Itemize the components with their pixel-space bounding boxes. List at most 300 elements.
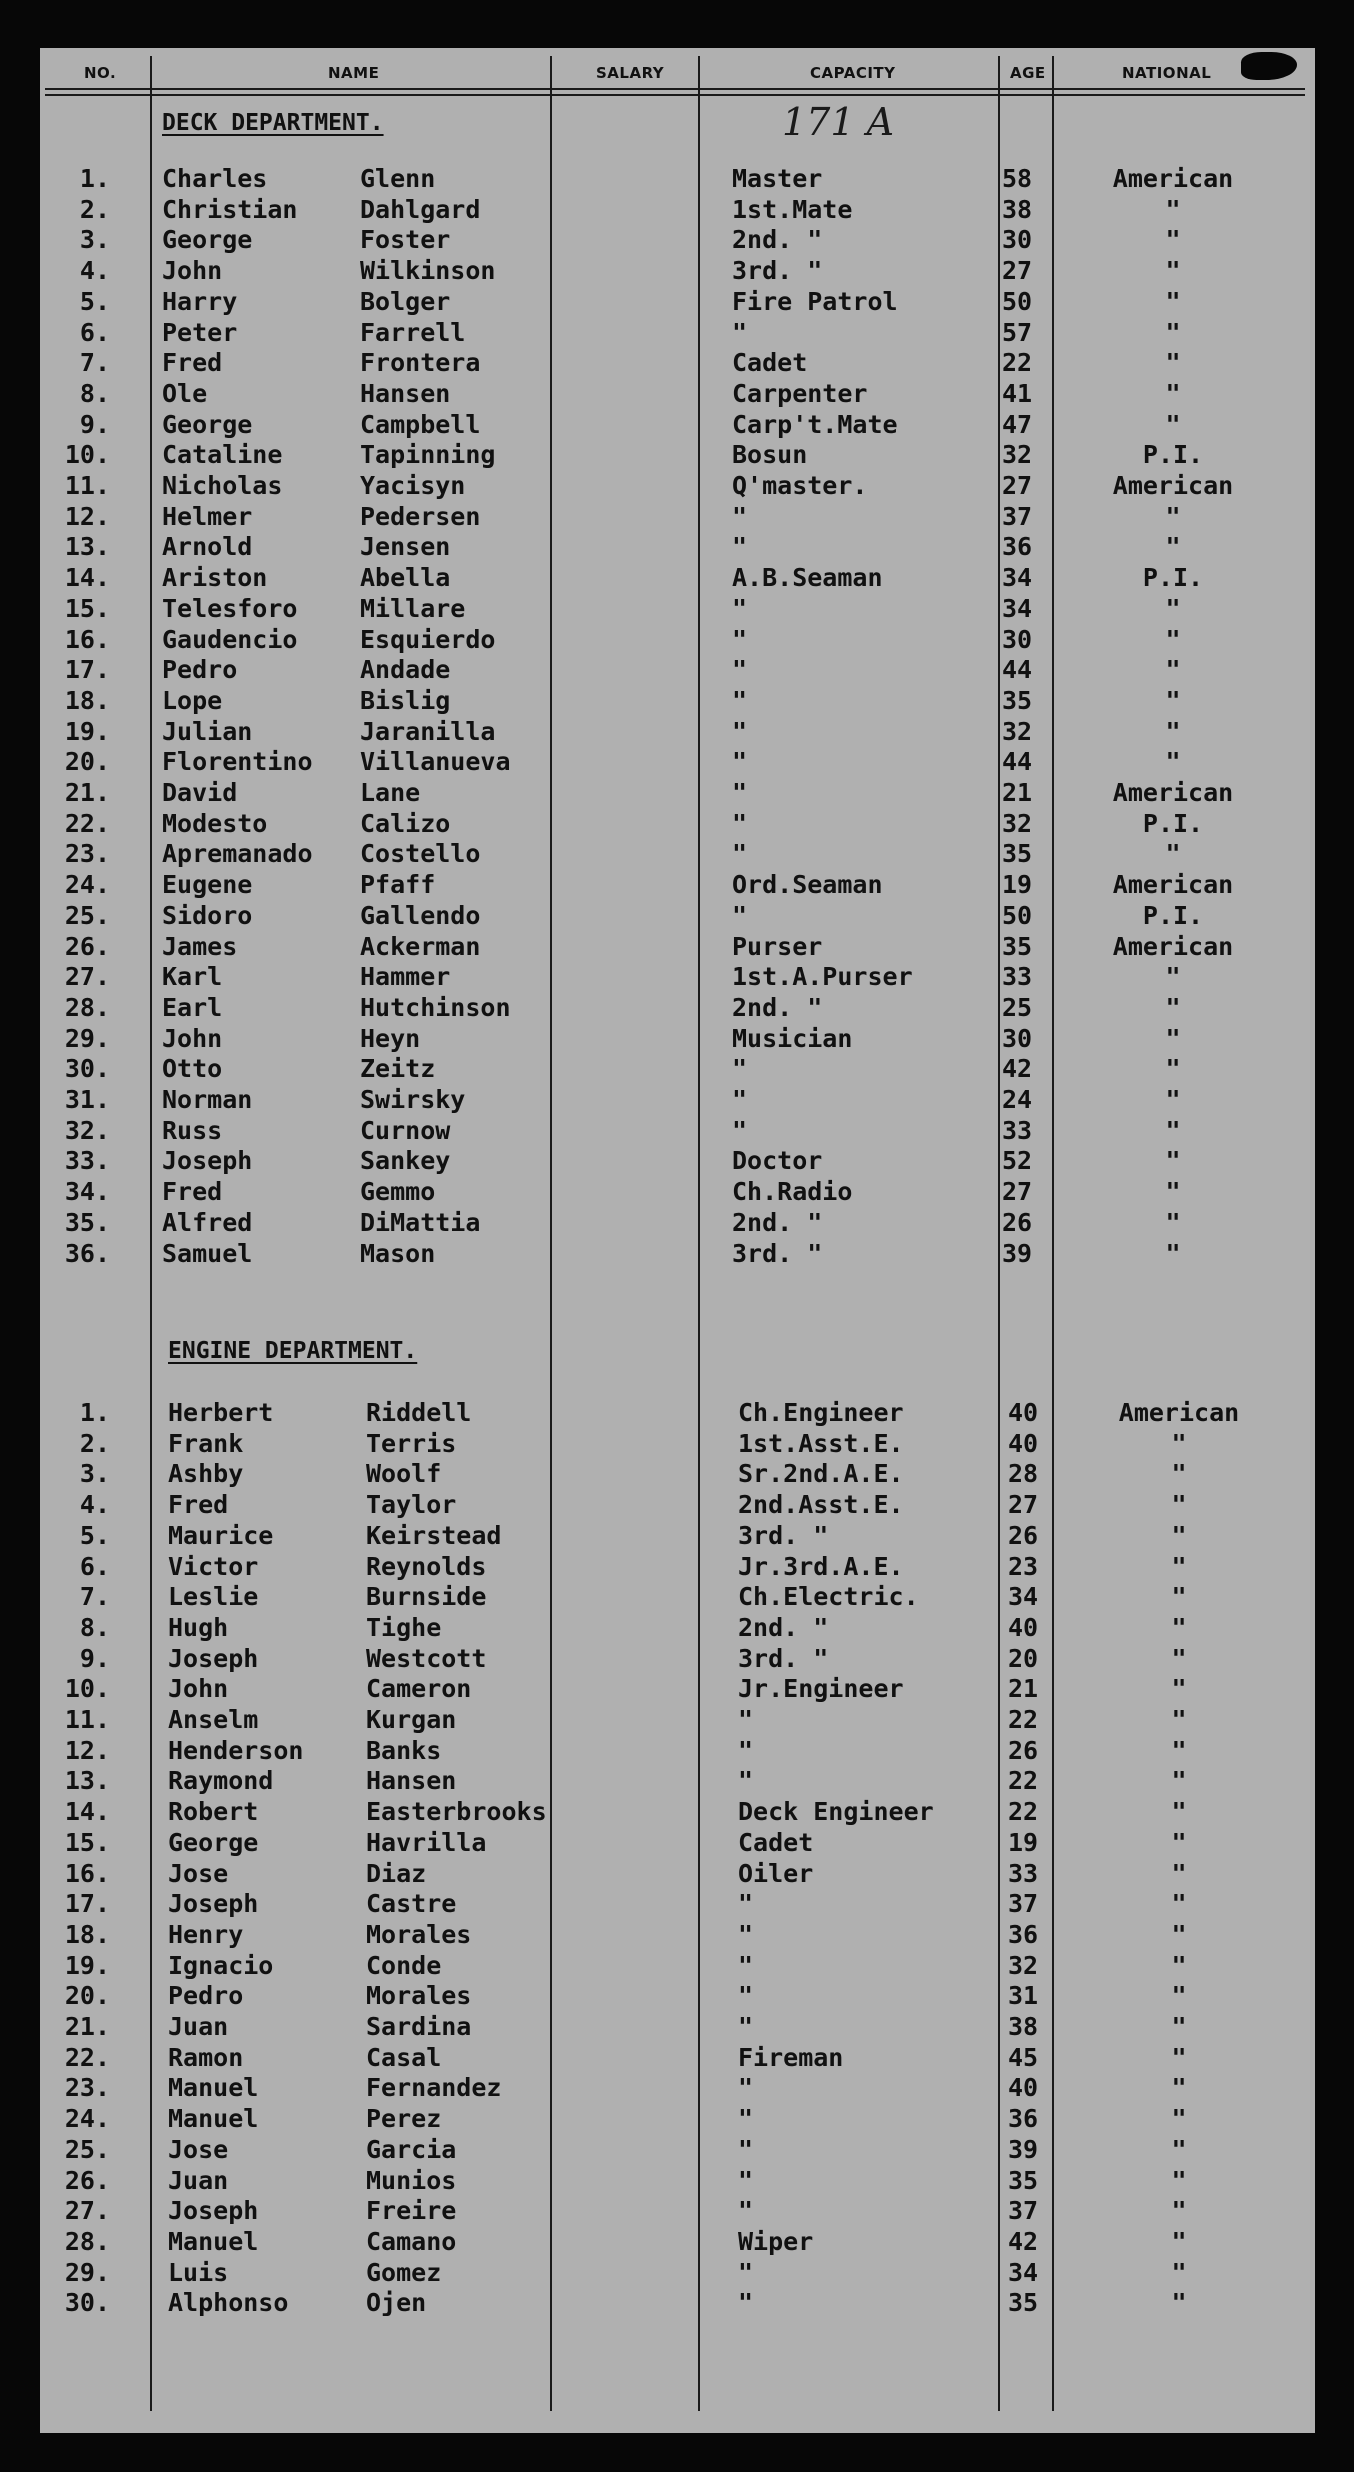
crew-row [40,195,1315,225]
crew-capacity: 2nd. " [738,1612,829,1642]
crew-row [40,1736,1315,1766]
crew-number: 13. [64,532,110,562]
crew-capacity: 2nd.Asst.E. [738,1490,904,1520]
crew-number: 7. [79,1582,110,1612]
crew-row [40,1797,1315,1827]
crew-capacity: 3rd. " [738,1520,829,1550]
crew-first-name: Joseph [168,1889,259,1919]
crew-number: 5. [79,1520,110,1550]
header-no: NO. [84,64,117,82]
crew-age: 20 [1008,1643,1039,1673]
crew-number: 32. [64,1115,110,1145]
crew-capacity: " [738,2104,754,2134]
crew-capacity: 1st.Asst.E. [738,1428,904,1458]
crew-first-name: Julian [162,716,253,746]
crew-nationality: " [1171,2257,1187,2287]
crew-first-name: Norman [162,1085,253,1114]
crew-number: 22. [64,2042,110,2072]
crew-age: 37 [1008,1889,1039,1919]
crew-age: 26 [1002,1207,1033,1237]
crew-number: 2. [79,1428,110,1458]
crew-last-name: Costello [360,839,481,869]
crew-row [40,1828,1315,1858]
crew-last-name: Yacisyn [360,471,466,500]
crew-row [40,348,1315,378]
crew-number: 26. [64,931,110,961]
crew-nationality: " [1171,2196,1187,2226]
crew-first-name: John [168,1674,229,1704]
crew-capacity: Fire Patrol [732,286,898,316]
crew-capacity: Cadet [738,1827,814,1857]
crew-first-name: John [162,256,223,286]
crew-first-name: Ashby [168,1459,244,1489]
crew-first-name: Cataline [162,440,283,470]
crew-age: 33 [1002,962,1033,992]
crew-age: 40 [1008,1428,1039,1458]
crew-last-name: Jaranilla [360,716,496,746]
crew-row [40,809,1315,839]
crew-number: 4. [79,256,110,286]
crew-last-name: Sardina [366,2012,472,2041]
crew-age: 36 [1008,1919,1039,1949]
crew-number: 19. [64,1950,110,1980]
crew-age: 44 [1002,655,1033,685]
crew-first-name: Lope [162,685,223,715]
crew-first-name: Maurice [168,1520,274,1550]
crew-row [40,2104,1315,2134]
crew-row [40,1674,1315,1704]
crew-capacity: Jr.3rd.A.E. [738,1551,904,1581]
crew-nationality: " [1165,225,1181,255]
crew-first-name: Modesto [162,808,268,838]
crew-last-name: Swirsky [360,1085,466,1114]
crew-capacity: Fireman [738,2042,844,2072]
crew-first-name: Gaudencio [162,624,298,654]
crew-last-name: Westcott [366,1643,487,1673]
crew-last-name: Campbell [360,409,481,439]
crew-number: 27. [64,962,110,992]
crew-number: 14. [64,1797,110,1827]
crew-nationality: " [1171,2134,1187,2164]
crew-nationality: " [1165,378,1181,408]
crew-first-name: Fred [168,1490,229,1520]
crew-row [40,1981,1315,2011]
crew-row [40,1859,1315,1889]
crew-row [40,318,1315,348]
crew-last-name: Munios [366,2165,457,2195]
crew-number: 5. [79,286,110,316]
crew-age: 25 [1002,992,1033,1022]
crew-nationality: " [1165,685,1181,715]
crew-first-name: George [168,1827,259,1857]
crew-capacity: " [738,2196,754,2226]
crew-last-name: Diaz [366,1858,427,1888]
crew-first-name: George [162,409,253,439]
crew-nationality: American [1118,1398,1240,1427]
crew-capacity: " [732,593,748,623]
crew-nationality: " [1165,286,1181,316]
crew-number: 20. [64,1981,110,2011]
header-rule-lower [45,94,1305,96]
crew-number: 22. [64,808,110,838]
crew-nationality: " [1165,747,1181,777]
crew-number: 6. [79,1551,110,1581]
crew-last-name: Hutchinson [360,992,511,1022]
crew-row [40,256,1315,286]
header-rule [45,88,1305,90]
crew-number: 9. [79,409,110,439]
crew-row [40,901,1315,931]
crew-age: 32 [1002,440,1033,470]
header-name: NAME [328,64,380,82]
crew-number: 10. [64,1674,110,1704]
crew-age: 24 [1002,1085,1033,1114]
crew-capacity: Deck Engineer [738,1797,934,1827]
crew-last-name: Abella [360,563,451,593]
crew-number: 24. [64,870,110,900]
crew-first-name: Ariston [162,563,268,593]
crew-first-name: Ignacio [168,1950,274,1980]
crew-age: 30 [1002,225,1033,255]
crew-capacity: " [732,839,748,869]
crew-nationality: " [1165,716,1181,746]
crew-capacity: 3rd. " [738,1643,829,1673]
crew-first-name: Joseph [162,1146,253,1176]
crew-nationality: " [1171,1950,1187,1980]
crew-first-name: David [162,778,238,807]
crew-first-name: Florentino [162,747,313,777]
crew-age: 21 [1002,778,1033,807]
crew-nationality: American [1112,471,1234,500]
crew-row [40,1054,1315,1084]
crew-nationality: " [1165,532,1181,562]
crew-age: 33 [1008,1858,1039,1888]
crew-age: 35 [1008,2288,1039,2318]
crew-age: 38 [1008,2012,1039,2041]
crew-last-name: Morales [366,1981,472,2011]
crew-number: 20. [64,747,110,777]
crew-row [40,594,1315,624]
crew-last-name: Perez [366,2104,442,2134]
crew-capacity: Q'master. [732,471,868,500]
crew-capacity: 2nd. " [732,225,823,255]
crew-age: 35 [1002,685,1033,715]
crew-first-name: Fred [162,1177,223,1207]
crew-last-name: Taylor [366,1490,457,1520]
crew-age: 57 [1002,317,1033,347]
crew-last-name: Pedersen [360,501,481,531]
crew-last-name: Havrilla [366,1827,487,1857]
crew-capacity: " [738,2288,754,2318]
crew-nationality: " [1171,1735,1187,1765]
crew-nationality: " [1171,1428,1187,1458]
crew-capacity: " [738,1919,754,1949]
crew-first-name: Helmer [162,501,253,531]
crew-row [40,532,1315,562]
crew-number: 23. [64,839,110,869]
crew-capacity: Carpenter [732,378,868,408]
crew-nationality: " [1171,1705,1187,1734]
crew-age: 35 [1008,2165,1039,2195]
crew-number: 8. [79,378,110,408]
crew-row [40,1085,1315,1115]
crew-row [40,839,1315,869]
crew-number: 14. [64,563,110,593]
crew-age: 19 [1008,1827,1039,1857]
crew-age: 47 [1002,409,1033,439]
crew-first-name: Fred [162,348,223,378]
crew-row [40,1582,1315,1612]
crew-last-name: Heyn [360,1023,421,1053]
crew-capacity: Cadet [732,348,808,378]
crew-capacity: " [732,900,748,930]
crew-number: 31. [64,1085,110,1114]
crew-nationality: " [1165,962,1181,992]
crew-row [40,1920,1315,1950]
crew-age: 27 [1002,1177,1033,1207]
crew-first-name: Charles [162,164,268,193]
crew-nationality: " [1165,256,1181,286]
crew-row [40,2166,1315,2196]
crew-capacity: " [738,2165,754,2195]
crew-list-sheet [40,48,1315,2433]
crew-row [40,471,1315,501]
crew-row [40,2043,1315,2073]
crew-capacity: " [738,2012,754,2041]
crew-last-name: Castre [366,1889,457,1919]
crew-number: 12. [64,1735,110,1765]
crew-last-name: Bislig [360,685,451,715]
crew-nationality: " [1165,1177,1181,1207]
crew-nationality: " [1165,501,1181,531]
crew-capacity: " [732,1085,748,1114]
crew-nationality: " [1165,1115,1181,1145]
crew-number: 11. [64,471,110,500]
crew-first-name: Frank [168,1428,244,1458]
crew-row [40,1146,1315,1176]
crew-age: 36 [1008,2104,1039,2134]
crew-first-name: Henderson [168,1735,304,1765]
crew-nationality: P.I. [1142,563,1204,593]
crew-number: 17. [64,655,110,685]
crew-row [40,410,1315,440]
crew-age: 30 [1002,624,1033,654]
crew-nationality: " [1165,348,1181,378]
crew-row [40,717,1315,747]
crew-capacity: " [732,778,748,807]
crew-last-name: Conde [366,1950,442,1980]
crew-first-name: Raymond [168,1766,274,1796]
crew-row [40,655,1315,685]
crew-age: 22 [1008,1705,1039,1734]
crew-row [40,563,1315,593]
crew-last-name: Camano [366,2226,457,2256]
crew-row [40,1177,1315,1207]
crew-age: 40 [1008,1612,1039,1642]
crew-last-name: Calizo [360,808,451,838]
crew-age: 26 [1008,1735,1039,1765]
crew-row [40,1459,1315,1489]
crew-capacity: 3rd. " [732,1238,823,1268]
crew-first-name: Arnold [162,532,253,562]
crew-capacity: Ch.Radio [732,1177,853,1207]
crew-age: 39 [1002,1238,1033,1268]
crew-age: 33 [1002,1115,1033,1145]
crew-nationality: American [1112,778,1234,807]
crew-age: 44 [1002,747,1033,777]
crew-first-name: Alfred [162,1207,253,1237]
crew-age: 32 [1002,716,1033,746]
crew-last-name: Casal [366,2042,442,2072]
crew-capacity: 2nd. " [732,992,823,1022]
crew-capacity: Jr.Engineer [738,1674,904,1704]
crew-nationality: P.I. [1142,900,1204,930]
crew-last-name: Woolf [366,1459,442,1489]
crew-capacity: Musician [732,1023,853,1053]
crew-row [40,2135,1315,2165]
crew-last-name: Esquierdo [360,624,496,654]
crew-nationality: " [1165,1054,1181,1084]
crew-age: 22 [1008,1766,1039,1796]
crew-age: 40 [1008,2073,1039,2103]
crew-number: 21. [64,778,110,807]
crew-row [40,932,1315,962]
crew-last-name: Banks [366,1735,442,1765]
crew-nationality: " [1171,2104,1187,2134]
crew-number: 11. [64,1705,110,1734]
crew-first-name: Nicholas [162,471,283,500]
crew-nationality: " [1165,1085,1181,1114]
crew-last-name: Gallendo [360,900,481,930]
crew-number: 26. [64,2165,110,2195]
crew-nationality: " [1171,1889,1187,1919]
crew-capacity: Oiler [738,1858,814,1888]
crew-first-name: Juan [168,2012,229,2041]
crew-last-name: Curnow [360,1115,451,1145]
crew-last-name: Zeitz [360,1054,436,1084]
crew-nationality: " [1165,1238,1181,1268]
crew-first-name: Jose [168,2134,229,2164]
crew-first-name: Juan [168,2165,229,2195]
crew-age: 42 [1002,1054,1033,1084]
crew-last-name: Sankey [360,1146,451,1176]
crew-nationality: " [1165,655,1181,685]
crew-capacity: Ch.Electric. [738,1582,919,1612]
crew-number: 7. [79,348,110,378]
crew-last-name: Millare [360,593,466,623]
crew-number: 36. [64,1238,110,1268]
crew-row [40,1024,1315,1054]
crew-capacity: " [732,1054,748,1084]
crew-age: 58 [1002,164,1033,193]
crew-last-name: Tapinning [360,440,496,470]
crew-nationality: " [1165,194,1181,224]
crew-first-name: Sidoro [162,900,253,930]
crew-first-name: Otto [162,1054,223,1084]
crew-capacity: " [732,1115,748,1145]
crew-last-name: Burnside [366,1582,487,1612]
crew-number: 17. [64,1889,110,1919]
crew-last-name: DiMattia [360,1207,481,1237]
crew-last-name: Ackerman [360,931,481,961]
crew-age: 30 [1002,1023,1033,1053]
crew-row [40,962,1315,992]
crew-capacity: " [738,2073,754,2103]
crew-number: 16. [64,624,110,654]
crew-age: 41 [1002,378,1033,408]
crew-nationality: " [1165,1023,1181,1053]
crew-first-name: Manuel [168,2104,259,2134]
crew-row [40,1766,1315,1796]
crew-row [40,1398,1315,1428]
crew-first-name: Pedro [168,1981,244,2011]
crew-capacity: Bosun [732,440,808,470]
crew-last-name: Glenn [360,164,436,193]
crew-last-name: Gemmo [360,1177,436,1207]
crew-age: 36 [1002,532,1033,562]
crew-age: 45 [1008,2042,1039,2072]
crew-nationality: " [1171,2288,1187,2318]
crew-last-name: Hansen [360,378,451,408]
crew-last-name: Andade [360,655,451,685]
crew-number: 15. [64,593,110,623]
crew-number: 1. [79,164,110,193]
crew-capacity: 1st.Mate [732,194,853,224]
crew-age: 35 [1002,839,1033,869]
crew-nationality: " [1171,2012,1187,2041]
crew-first-name: Earl [162,992,223,1022]
crew-age: 32 [1008,1950,1039,1980]
crew-age: 21 [1008,1674,1039,1704]
crew-last-name: Jensen [360,532,451,562]
crew-row [40,1705,1315,1735]
crew-last-name: Bolger [360,286,451,316]
crew-first-name: Luis [168,2257,229,2287]
crew-row [40,993,1315,1023]
crew-row [40,1490,1315,1520]
crew-capacity: " [738,1950,754,1980]
crew-first-name: Joseph [168,1643,259,1673]
crew-last-name: Foster [360,225,451,255]
crew-number: 18. [64,1919,110,1949]
crew-nationality: " [1165,1207,1181,1237]
crew-first-name: Leslie [168,1582,259,1612]
crew-number: 25. [64,900,110,930]
crew-last-name: Farrell [360,317,466,347]
crew-age: 34 [1008,1582,1039,1612]
crew-first-name: Manuel [168,2073,259,2103]
crew-last-name: Lane [360,778,421,807]
crew-number: 29. [64,1023,110,1053]
crew-last-name: Morales [366,1919,472,1949]
crew-capacity: 3rd. " [732,256,823,286]
crew-nationality: " [1171,1674,1187,1704]
crew-age: 50 [1002,900,1033,930]
crew-age: 27 [1002,256,1033,286]
crew-last-name: Cameron [366,1674,472,1704]
crew-capacity: 2nd. " [732,1207,823,1237]
crew-nationality: " [1165,624,1181,654]
crew-capacity: Ord.Seaman [732,870,883,900]
crew-nationality: American [1112,931,1234,961]
crew-first-name: Russ [162,1115,223,1145]
crew-age: 27 [1008,1490,1039,1520]
crew-age: 50 [1002,286,1033,316]
crew-nationality: " [1171,1612,1187,1642]
crew-number: 16. [64,1858,110,1888]
header-nationality: NATIONAL [1122,64,1212,82]
crew-age: 34 [1008,2257,1039,2287]
